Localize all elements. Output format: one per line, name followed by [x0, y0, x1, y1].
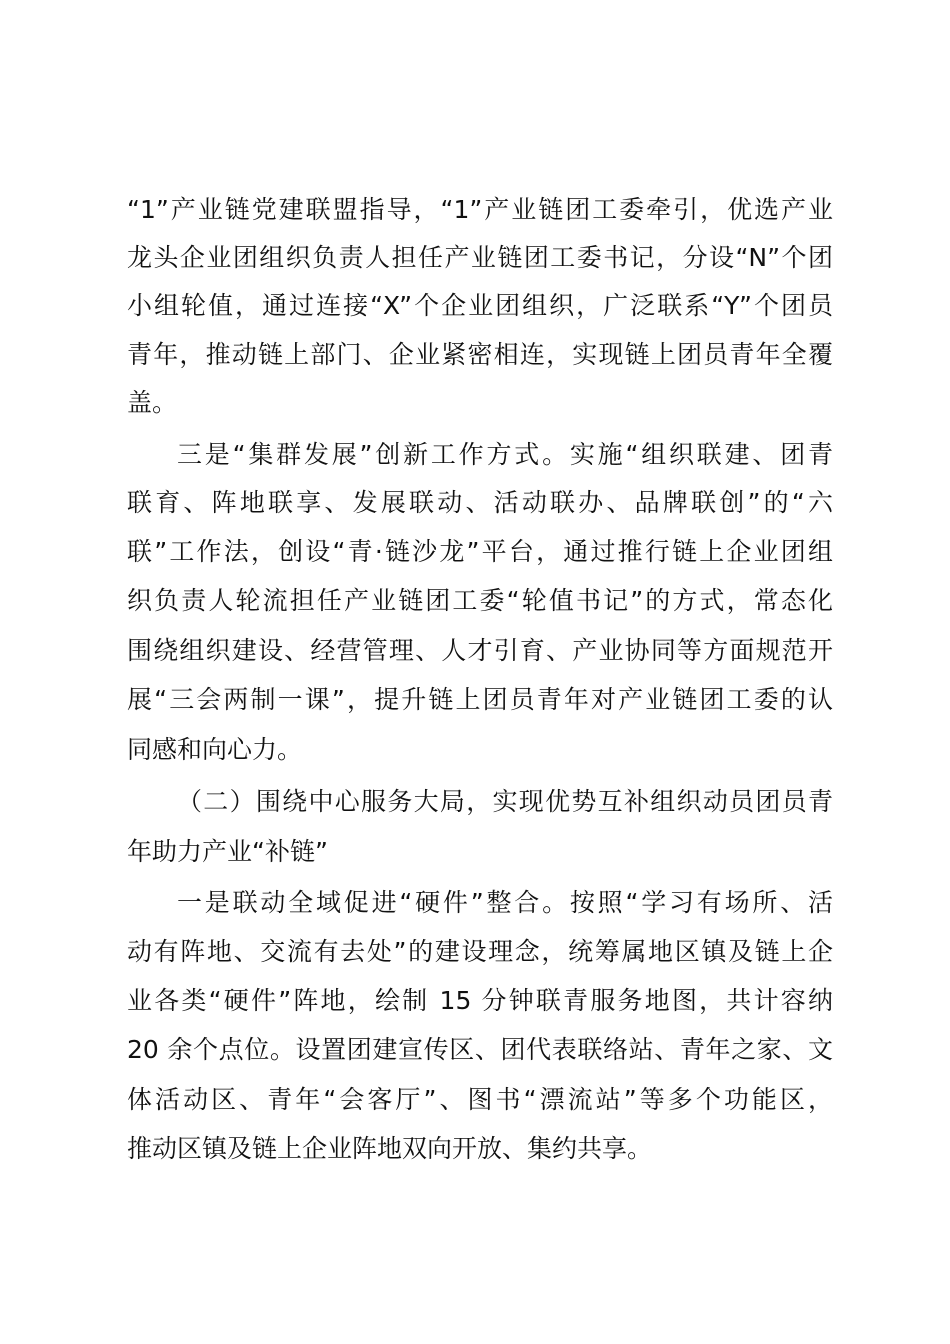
text-line: 联”工作法，创设“青·链沙龙”平台，通过推行链上企业团组 [127, 537, 833, 566]
text-line: “1”产业链党建联盟指导，“1”产业链团工委牵引，优选产业 [127, 195, 833, 224]
text-line: 同感和向心力。 [127, 735, 303, 764]
text-line: 展“三会两制一课”，提升链上团员青年对产业链团工委的认 [127, 685, 833, 714]
section-heading-line: 年助力产业“补链” [127, 837, 328, 866]
paragraph-start-line: 三是“集群发展”创新工作方式。实施“组织联建、团青 [177, 440, 833, 469]
text-line: 龙头企业团组织负责人担任产业链团工委书记，分设“N”个团 [127, 243, 833, 272]
section-heading-line: （二）围绕中心服务大局，实现优势互补组织动员团员青 [177, 787, 833, 816]
text-line: 动有阵地、交流有去处”的建设理念，统筹属地区镇及链上企 [127, 937, 833, 966]
text-line: 业各类“硬件”阵地，绘制 15 分钟联青服务地图，共计容纳 [127, 986, 833, 1015]
text-line: 20 余个点位。设置团建宣传区、团代表联络站、青年之家、文 [127, 1035, 833, 1064]
text-line: 推动区镇及链上企业阵地双向开放、集约共享。 [127, 1134, 653, 1163]
text-line: 联育、阵地联享、发展联动、活动联办、品牌联创”的“六 [127, 488, 833, 517]
text-line: 围绕组织建设、经营管理、人才引育、产业协同等方面规范开 [127, 636, 833, 665]
paragraph-start-line: 一是联动全域促进“硬件”整合。按照“学习有场所、活 [177, 888, 833, 917]
text-line: 青年，推动链上部门、企业紧密相连，实现链上团员青年全覆 [127, 340, 833, 369]
text-line: 织负责人轮流担任产业链团工委“轮值书记”的方式，常态化 [127, 586, 833, 615]
text-line: 体活动区、青年“会客厅”、图书“漂流站”等多个功能区， [127, 1085, 833, 1114]
text-line: 盖。 [127, 388, 178, 417]
text-line: 小组轮值，通过连接“X”个企业团组织，广泛联系“Y”个团员 [127, 291, 833, 320]
